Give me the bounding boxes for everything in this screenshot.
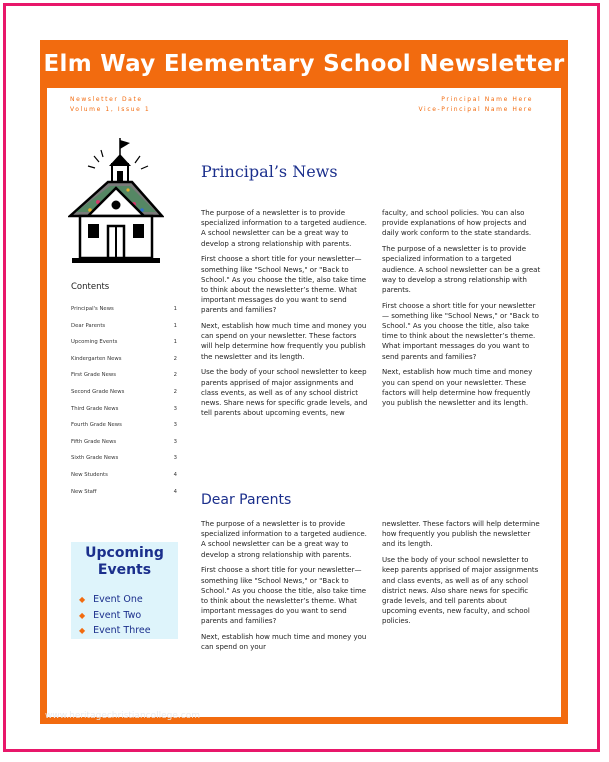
dear-parents-column-2	[382, 519, 542, 632]
toc-row-new-staff[interactable]	[71, 488, 177, 505]
toc-row-first-grade-news[interactable]	[71, 371, 177, 388]
toc-page: 3	[173, 455, 177, 462]
toc-label: First Grade News	[71, 372, 116, 379]
toc-label: Fourth Grade News	[71, 422, 122, 429]
toc-row-fifth-grade-news[interactable]	[71, 438, 177, 455]
toc-row-upcoming-events[interactable]	[71, 338, 177, 355]
toc-row-fourth-grade-news[interactable]	[71, 421, 177, 438]
paragraph: faculty, and school policies. You can also provide explanations of how projects and daily work conform to the state standards.	[382, 209, 532, 238]
paragraph: The purpose of a newsletter is to provide specialized information to a targeted audience. A school newsletter can be a great way to develop a strong relationship with parents.	[201, 209, 367, 248]
paragraph: First choose a short title for your newsletter— something like "School News," or "Back to School." As you choose the title, also take time to think about the newsletter’s theme. What important messages do you want to send parents and families?	[201, 566, 367, 626]
toc-page: 2	[173, 355, 177, 362]
toc-page: 1	[173, 306, 177, 312]
paragraph: Use the body of your school newsletter to keep parents apprised of major assignments and class events, as well as of any school district news. Also share news for specific grade levels, and tell parents about upcoming events, new faculty, and school policies.	[382, 556, 539, 626]
schoolhouse-clipart	[68, 138, 164, 266]
toc-label: Second Grade News	[71, 388, 125, 395]
paragraph: First choose a short title for your newsletter— something like "School News," or "Back to School." As you choose the title, also take time to think about the newsletter’s theme. What important messages do you want to send parents and families?	[382, 301, 539, 361]
paragraph: Next, establish how much time and money you can spend on your newsletter. These factors will help determine how frequently you publish the newsletter and its length.	[201, 322, 367, 361]
toc-page: 3	[173, 438, 177, 445]
toc-label: Kindergarten News	[71, 355, 122, 362]
diamond-bullet-icon: ◆	[79, 610, 86, 620]
toc-page: 3	[173, 422, 177, 429]
toc-page: 3	[173, 405, 177, 412]
newsletter-date: Newsletter Date	[70, 96, 143, 103]
staff-info	[418, 95, 533, 115]
diamond-bullet-icon: ◆	[79, 595, 86, 605]
toc-page: 2	[173, 388, 177, 395]
principals-news-column-2	[382, 208, 542, 414]
newsletter-title: Elm Way Elementary School Newsletter	[40, 40, 568, 88]
toc-label: Sixth Grade News	[71, 455, 119, 462]
contents-heading: Contents	[71, 282, 110, 292]
toc-label: Third Grade News	[71, 405, 119, 412]
toc-row-sixth-grade-news[interactable]	[71, 454, 177, 471]
toc-label: New Students	[71, 471, 108, 478]
toc-row-new-students[interactable]	[71, 471, 177, 488]
toc-page: 4	[173, 471, 177, 478]
toc-row-principals-news[interactable]	[71, 305, 177, 322]
event-label: Event One	[93, 594, 143, 606]
toc-label: Principal's News	[71, 306, 114, 312]
event-label: Event Two	[93, 609, 142, 621]
volume-issue: Volume 1, Issue 1	[70, 106, 151, 113]
toc-row-third-grade-news[interactable]	[71, 405, 177, 422]
event-label: Event Three	[93, 625, 151, 637]
toc-label: New Staff	[71, 488, 97, 495]
diamond-bullet-icon: ◆	[79, 626, 86, 636]
issue-info	[70, 95, 150, 115]
toc-row-second-grade-news[interactable]	[71, 388, 177, 405]
toc-label: Fifth Grade News	[71, 438, 117, 445]
toc-row-kindergarten-news[interactable]	[71, 355, 177, 372]
toc-page: 2	[173, 372, 177, 379]
paragraph: Next, establish how much time and money you can spend on your	[201, 633, 367, 652]
paragraph: Use the body of your school newsletter to keep parents apprised of major assignments and class events, as well as of any school district news. Share news for specific grade levels, and tell parents about upcoming events, new	[201, 368, 368, 418]
toc-page: 4	[173, 488, 177, 495]
dear-parents-heading: Dear Parents	[201, 492, 292, 508]
events-heading-line1: Upcoming	[85, 545, 164, 561]
principal-name: Principal Name Here	[441, 96, 533, 103]
watermark-text: www.heritagechristiancollege.com	[45, 711, 200, 721]
vice-principal-name: Vice-Principal Name Here	[418, 106, 533, 113]
event-item	[79, 623, 151, 639]
principals-news-column-1	[201, 208, 369, 424]
table-of-contents	[71, 305, 177, 504]
dear-parents-column-1	[201, 519, 369, 658]
events-list	[79, 592, 151, 639]
event-item	[79, 592, 151, 608]
paragraph: The purpose of a newsletter is to provide specialized information to a targeted audience. A school newsletter can be a great way to develop a strong relationship with parents.	[382, 245, 541, 294]
paragraph: The purpose of a newsletter is to provide specialized information to a targeted audience. A school newsletter can be a great way to develop a strong relationship with parents.	[201, 520, 367, 559]
toc-page: 1	[173, 322, 177, 329]
upcoming-events-heading	[71, 545, 178, 579]
toc-label: Upcoming Events	[71, 339, 118, 346]
paragraph: First choose a short title for your newsletter— something like "School News," or "Back to School." As you choose the title, also take time to think about the newsletter’s theme. What important messages do you want to send parents and families?	[201, 255, 367, 315]
toc-page: 1	[173, 339, 177, 346]
toc-row-dear-parents[interactable]	[71, 322, 177, 339]
event-item	[79, 608, 151, 624]
paragraph: Next, establish how much time and money you can spend on your newsletter. These factors will help determine how frequently you publish the newsletter and its length.	[382, 368, 533, 407]
upcoming-events-box	[71, 542, 178, 639]
events-heading-line2: Events	[97, 562, 152, 578]
paragraph: newsletter. These factors will help determine how frequently you publish the newsletter and its length.	[382, 520, 540, 549]
principals-news-heading: Principal’s News	[201, 162, 338, 181]
toc-label: Dear Parents	[71, 322, 106, 329]
